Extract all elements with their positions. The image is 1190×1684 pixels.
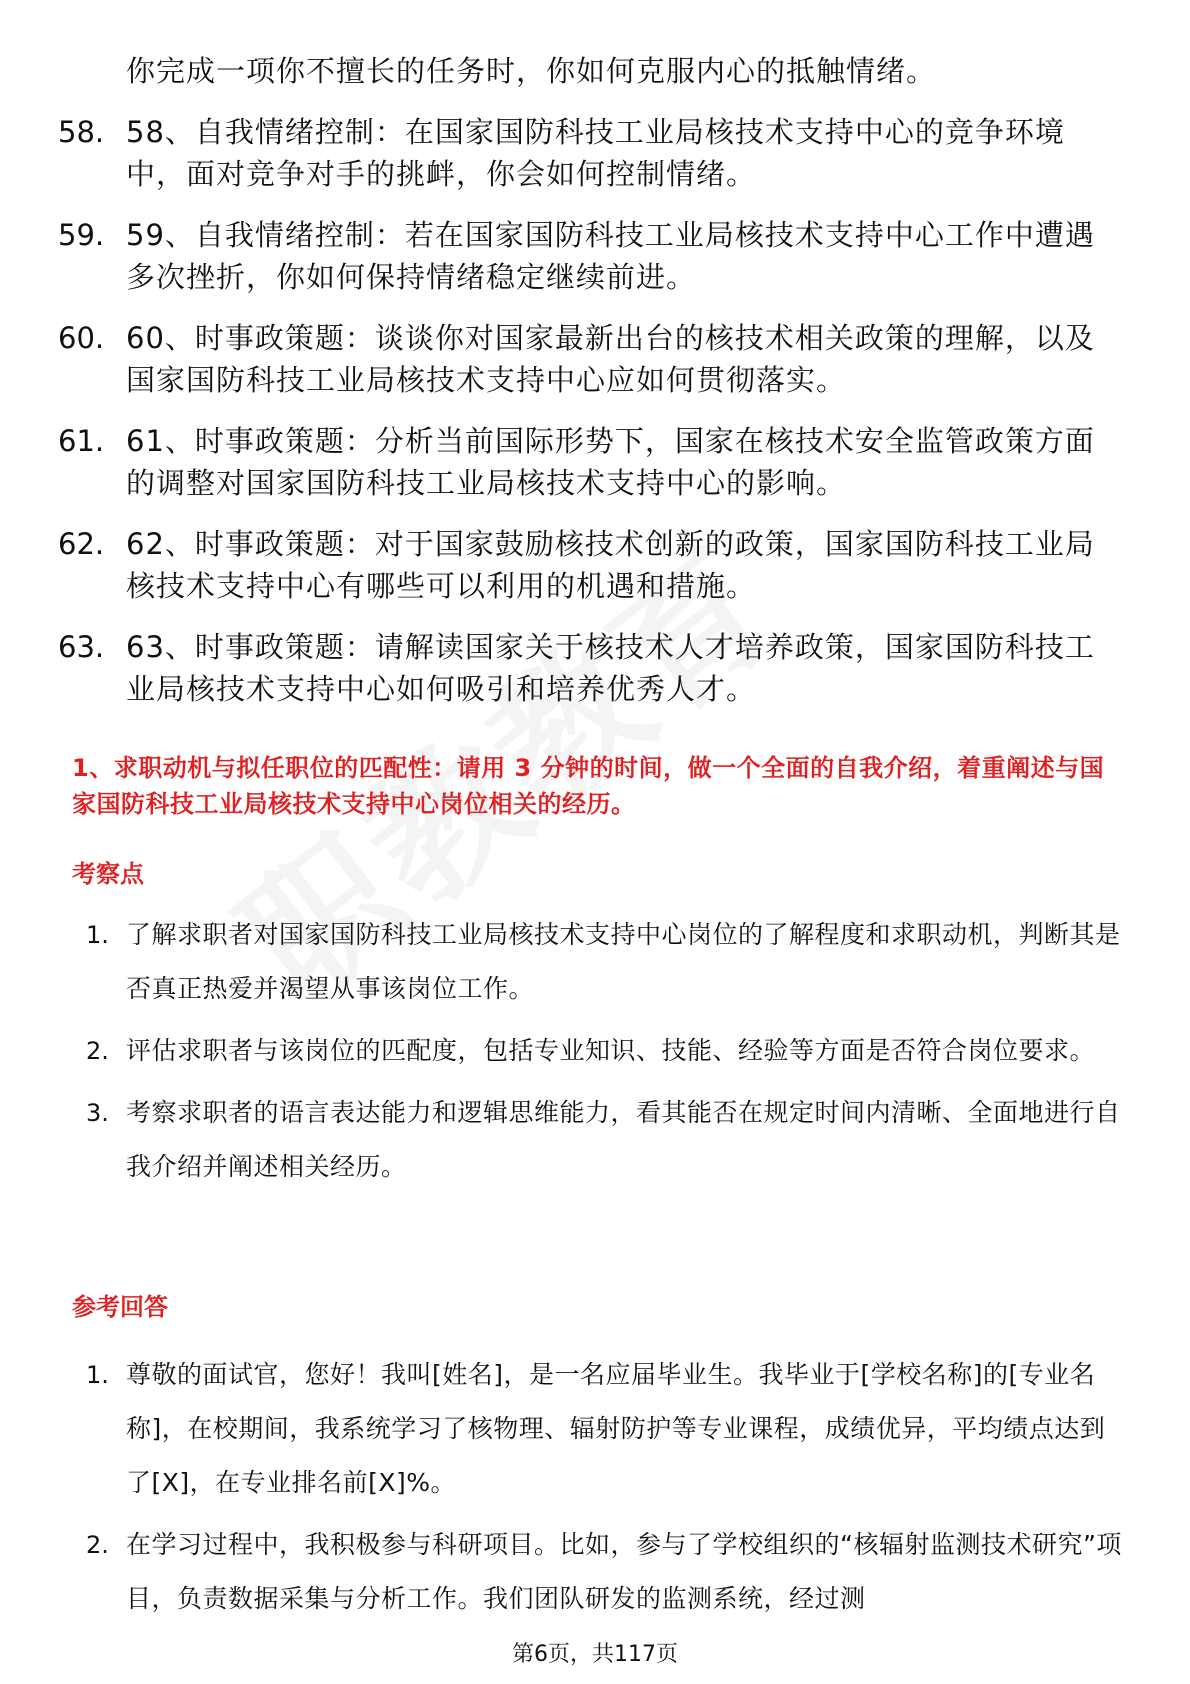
question-number: 58. xyxy=(58,115,105,149)
item-number: 1. xyxy=(86,921,109,949)
item-number: 2. xyxy=(86,1531,109,1559)
list-item xyxy=(86,1518,1126,1626)
question-text: 你完成一项你不擅长的任务时，你如何克服内心的抵触情绪。 xyxy=(126,54,937,88)
section-title: 1、求职动机与拟任职位的匹配性：请用 3 分钟的时间，做一个全面的自我介绍，着重阐述与国家国防科技工业局核技术支持中心岗位相关的经历。 xyxy=(72,754,1105,818)
list-item xyxy=(58,214,1118,298)
question-text: 58、自我情绪控制：在国家国防科技工业局核技术支持中心的竞争环境中，面对竞争对手的挑衅，你会如何控制情绪。 xyxy=(126,115,1065,191)
question-text: 59、自我情绪控制：若在国家国防科技工业局核技术支持中心工作中遭遇多次挫折，你如何保持情绪稳定继续前进。 xyxy=(126,218,1095,294)
answer-heading: 参考回答 xyxy=(72,1293,168,1321)
item-number: 2. xyxy=(86,1037,109,1065)
item-text: 尊敬的面试官，您好！我叫[姓名]，是一名应届毕业生。我毕业于[学校名称]的[专业名称]，在校期间，我系统学习了核物理、辐射防护等专业课程，成绩优异，平均绩点达到了[X]，在专业排名前[X]%。 xyxy=(126,1360,1106,1497)
question-number: 60. xyxy=(58,321,105,355)
points-heading: 考察点 xyxy=(72,860,144,888)
question-text: 62、时事政策题：对于国家鼓励核技术创新的政策，国家国防科技工业局核技术支持中心有哪些可以利用的机遇和措施。 xyxy=(126,527,1095,603)
question-number: 61. xyxy=(58,424,105,458)
points-list xyxy=(86,908,1126,1202)
page-footer: 第6页，共117页 xyxy=(512,1642,678,1667)
item-text: 评估求职者与该岗位的匹配度，包括专业知识、技能、经验等方面是否符合岗位要求。 xyxy=(126,1036,1096,1065)
question-text: 61、时事政策题：分析当前国际形势下，国家在核技术安全监管政策方面的调整对国家国防科技工业局核技术支持中心的影响。 xyxy=(126,424,1095,500)
list-item xyxy=(86,1086,1126,1194)
list-item xyxy=(86,1348,1126,1510)
list-item xyxy=(58,317,1118,401)
item-number: 3. xyxy=(86,1099,109,1127)
list-item xyxy=(58,111,1118,195)
item-text: 了解求职者对国家国防科技工业局核技术支持中心岗位的了解程度和求职动机，判断其是否真正热爱并渴望从事该岗位工作。 xyxy=(126,920,1121,1003)
question-number: 62. xyxy=(58,527,105,561)
question-text: 63、时事政策题：请解读国家关于核技术人才培养政策，国家国防科技工业局核技术支持中心如何吸引和培养优秀人才。 xyxy=(126,630,1095,706)
list-item xyxy=(58,523,1118,607)
answer-list xyxy=(86,1348,1126,1634)
item-text: 考察求职者的语言表达能力和逻辑思维能力，看其能否在规定时间内清晰、全面地进行自我介绍并阐述相关经历。 xyxy=(126,1098,1121,1181)
question-number: 63. xyxy=(58,630,105,664)
list-item xyxy=(58,420,1118,504)
question-list xyxy=(58,50,1118,729)
list-item xyxy=(58,50,1118,92)
list-item xyxy=(58,626,1118,710)
question-text: 60、时事政策题：谈谈你对国家最新出台的核技术相关政策的理解，以及国家国防科技工业局核技术支持中心应如何贯彻落实。 xyxy=(126,321,1095,397)
question-number: 59. xyxy=(58,218,105,252)
list-item xyxy=(86,908,1126,1016)
item-text: 在学习过程中，我积极参与科研项目。比如，参与了学校组织的“核辐射监测技术研究”项目，负责数据采集与分析工作。我们团队研发的监测系统，经过测 xyxy=(126,1530,1122,1613)
item-number: 1. xyxy=(86,1361,109,1389)
list-item xyxy=(86,1024,1126,1078)
